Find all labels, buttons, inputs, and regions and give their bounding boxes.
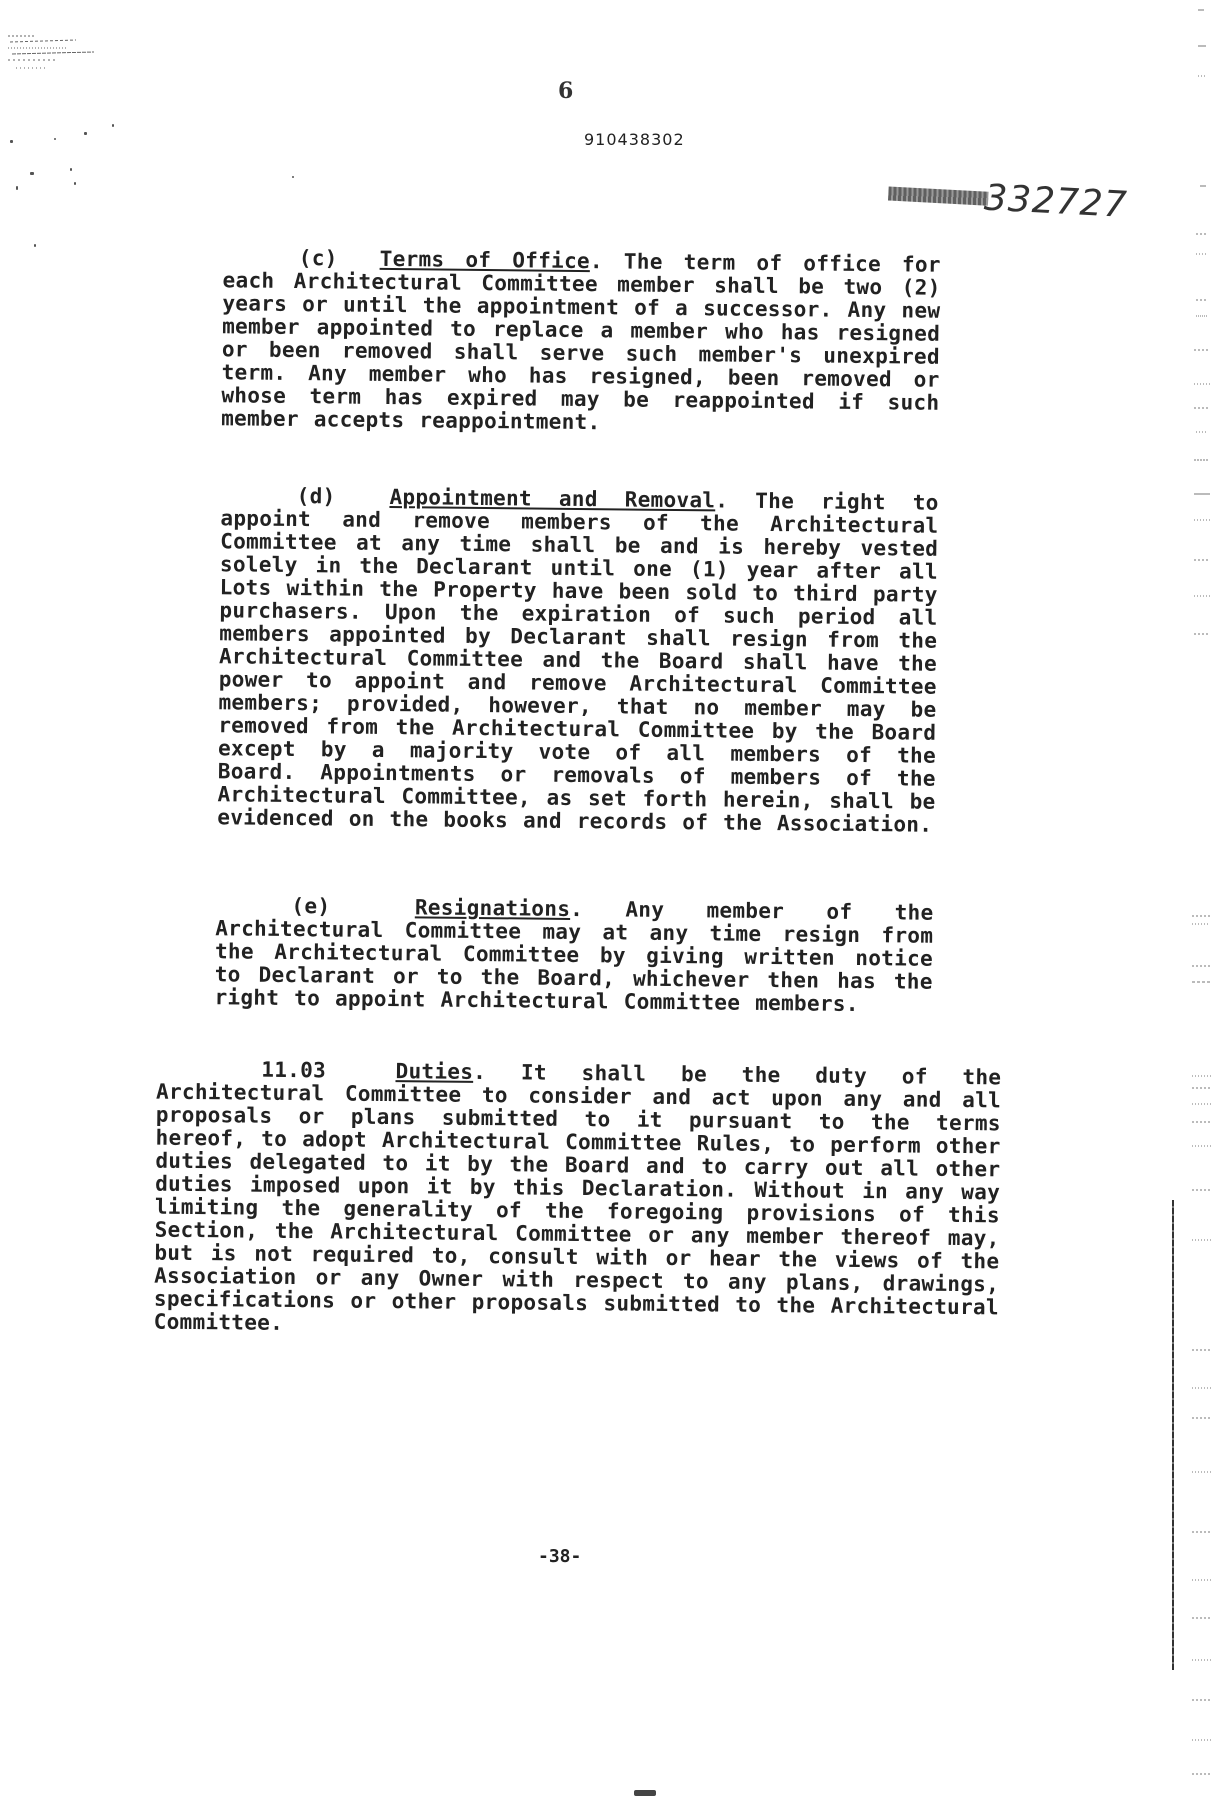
recording-stamp xyxy=(887,177,1129,227)
scan-artifact-vertical-line xyxy=(1172,1200,1174,1670)
section-d-label: (d) xyxy=(296,484,336,509)
document-number: 910438302 xyxy=(584,130,685,149)
scan-artifact-bottom xyxy=(634,1790,656,1796)
scan-speck xyxy=(10,140,13,143)
scan-speck xyxy=(84,132,87,135)
scan-speck xyxy=(30,172,34,175)
section-c-body: . The term of office for each Architectural Committee member shall be two (2) years or until the appointment of a successor. Any new member appointed to replace a member who has resigned or been removed shall serve such member's unexpired term. Any member who has resigned, been removed or whose term has expired may be reappointed if such member accepts reappointment. xyxy=(221,249,941,435)
scan-artifact-right-edge xyxy=(1172,0,1232,1808)
scan-artifact-corner xyxy=(6,30,96,80)
section-d-paragraph xyxy=(217,484,939,836)
section-c-paragraph xyxy=(221,246,941,438)
scan-speck xyxy=(70,168,72,171)
section-d-title: Appointment and Removal xyxy=(389,485,716,513)
section-11-03-label: 11.03 xyxy=(261,1057,327,1083)
section-e-paragraph xyxy=(214,894,933,1017)
section-11-03-title: Duties xyxy=(395,1059,474,1084)
section-e-title: Resignations xyxy=(414,895,571,921)
section-e-label: (e) xyxy=(291,894,331,919)
section-e-body: . Any member of the Architectural Committee may at any time resign from the Architectural Committee by giving written notice to Declarant or to the Board, whichever then has the right to appoint Architectural Committee members. xyxy=(214,896,934,1016)
scan-speck xyxy=(292,176,294,178)
section-c-title: Terms of Office xyxy=(379,246,591,274)
scan-speck xyxy=(112,124,114,127)
section-11-03-paragraph xyxy=(154,1058,1002,1343)
section-11-03-body: . It shall be the duty of the Architectural Committee to consider and act upon any and all proposals or plans submitted to it pursuant to the terms hereof, to adopt Architectural Committee Rules, to perform other duties delegated to it by the Board and to carry out all other duties imposed upon it by this Declaration. Without in any way limiting the generality of the foregoing provisions of this Section, the Architectural Committee or any member thereof may, but is not required to, consult with or hear the views of the Association or any Owner with respect to any plans, drawings, specifications or other proposals submitted to the Architectural Committee. xyxy=(153,1059,1002,1335)
scan-speck xyxy=(54,138,56,140)
stamp-strikeout xyxy=(888,187,989,206)
scan-speck xyxy=(16,186,18,190)
scan-speck xyxy=(74,182,76,185)
header-mark: 6 xyxy=(558,78,574,104)
stamp-number: 332727 xyxy=(983,177,1129,227)
section-c-label: (c) xyxy=(298,246,338,271)
section-d-body: . The right to appoint and remove members of the Architectural Committee at any time shall be and is hereby vested solely in the Declarant until one (1) year after all Lots within the Property have been sold to third party purchasers. Upon the expiration of such period all members appointed by Declarant shall resign from the Architectural Committee and the Board shall have the power to appoint and remove Architectural Committee members; provided, however, that no member may be removed from the Architectural Committee by the Board except by a majority vote of all members of the Board. Appointments or removals of members of the Architectural Committee, as set forth herein, shall be evidenced on the books and records of the Association. xyxy=(217,488,939,837)
page-number: -38- xyxy=(538,1546,582,1567)
scan-speck xyxy=(34,244,36,247)
